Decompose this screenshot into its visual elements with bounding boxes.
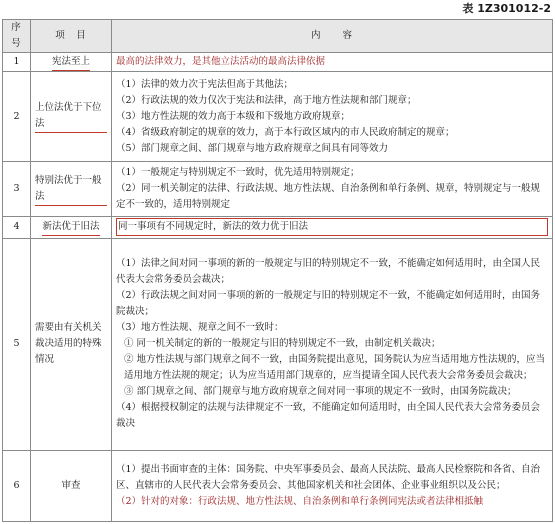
content-line: （5）部门规章之间、部门规章与地方政府规章之间具有同等效力: [116, 142, 389, 154]
table-row: [3, 162, 553, 217]
row-seq: 5: [3, 238, 31, 450]
row-item: 审查: [61, 479, 81, 491]
table-row: [3, 72, 553, 162]
content-line: ① 同一机关制定的新的一般规定与旧的特别规定不一致，由制定机关裁决；: [124, 338, 441, 350]
content-line: （4）根据授权制定的法规与法律规定不一致，不能确定如何适用时，由全国人民代表大会常务委员会裁决: [116, 402, 541, 430]
content-line: （1）一般规定与特别规定不一致时，优先适用特别规定；: [116, 167, 360, 179]
row-seq: 4: [3, 217, 31, 238]
content-line: ② 地方性法规与部门规章之间不一致，由国务院提出意见，国务院认为应当适用地方性法规的，应当适用地方性法规的规定；认为应当适用部门规章的，应当提请全国人民代表大会常务委员会裁决；: [124, 354, 546, 382]
table-header-row: [3, 20, 553, 53]
content-line: （2）针对的对象：行政法规、地方性法规、自治条例和单行条例同宪法或者法律相抵触: [116, 495, 484, 507]
header-content: 内 容: [112, 20, 553, 53]
content-line: （2）同一机关制定的法律、行政法规、地方性法规、自治条例和单行条例、规章，特别规定与一般规定不一致的，适用特别规定: [116, 183, 541, 211]
row-seq: 2: [3, 72, 31, 162]
content-line: （2）行政法规之间对同一事项的新的一般规定与旧的特别规定不一致，不能确定如何适用时，由国务院裁决；: [116, 290, 541, 318]
law-hierarchy-table: [2, 19, 553, 522]
content-line: （1）法律的效力次于宪法但高于其他法；: [116, 78, 294, 90]
header-item: 项 目: [31, 20, 112, 53]
content-line: （3）地方性法规、规章之间不一致时：: [116, 322, 284, 334]
row-item: 上位法优于下位法: [35, 100, 107, 133]
content-line: （2）行政法规的效力仅次于宪法和法律，高于地方性法规和部门规章；: [116, 94, 417, 106]
table-row: [3, 217, 553, 238]
row-item: 宪法至上: [52, 54, 90, 71]
table-row: [3, 53, 553, 72]
row-seq: 3: [3, 162, 31, 217]
content-line: ③ 部门规章之间、部门规章与地方政府规章之间对同一事项的规定不一致时，由国务院裁决；: [124, 386, 517, 398]
header-seq: 序号: [3, 20, 31, 53]
content-line: 最高的法律效力，是其他立法活动的最高法律依据: [116, 56, 326, 68]
row-seq: 6: [3, 450, 31, 521]
table-row: [3, 450, 553, 521]
content-line: （4）省级政府制定的规章的效力，高于本行政区域内的市人民政府制定的规章；: [116, 126, 455, 138]
row-item: 新法优于旧法: [42, 219, 99, 236]
row-item: 需要由有关机关裁决适用的特殊情况: [35, 322, 102, 366]
content-line: （1）法律之间对同一事项的新的一般规定与旧的特别规定不一致，不能确定如何适用时，由全国人民代表大会常务委员会裁决；: [116, 258, 541, 286]
content-line: 同一事项有不同规定时，新法的效力优于旧法: [116, 218, 548, 236]
row-seq: 1: [3, 53, 31, 72]
table-caption: 表 1Z301012-2: [462, 2, 551, 15]
row-item: 特别法优于一般法: [35, 173, 107, 206]
content-line: （3）地方性法规的效力高于本级和下级地方政府规章；: [116, 110, 351, 122]
content-line: （1）提出书面审查的主体：国务院、中央军事委员会、最高人民法院、最高人民检察院和各省、自治区、直辖市的人民代表大会常务委员会、其他国家机关和社会团体、企业事业组织以及公民；: [116, 463, 541, 491]
table-row: [3, 238, 553, 450]
